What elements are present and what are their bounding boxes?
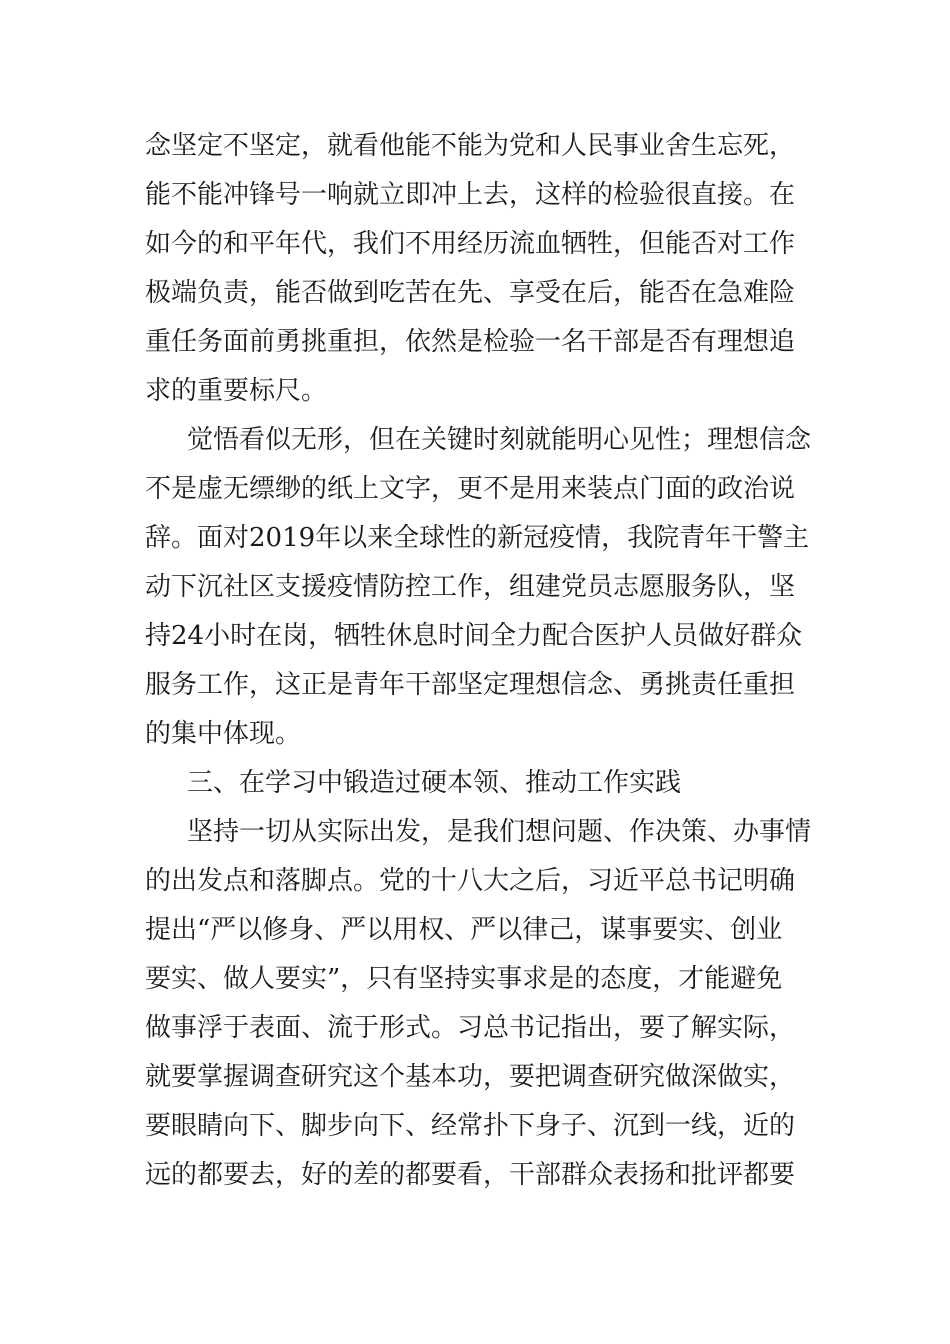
text-line: 重任务面前勇挑重担，依然是检验一名干部是否有理想追 [145, 327, 796, 357]
text-line: 的出发点和落脚点。党的十八大之后，习近平总书记明确 [145, 866, 796, 896]
text-line: 远的都要去，好的差的都要看，干部群众表扬和批评都要 [145, 1160, 796, 1190]
text-line: 提出“严以修身、严以用权、严以律己，谋事要实、创业 [145, 915, 783, 945]
text-line: 动下沉社区支援疫情防控工作，组建党员志愿服务队，坚 [145, 572, 796, 602]
text-line: 不是虚无缥缈的纸上文字，更不是用来装点门面的政治说 [145, 474, 796, 504]
text-line: 服务工作，这正是青年干部坚定理想信念、勇挑责任重担 [145, 670, 796, 700]
section-heading [145, 759, 815, 808]
text-line: 觉悟看似无形，但在关键时刻就能明心见性；理想信念 [187, 425, 812, 455]
paragraph [145, 808, 815, 1200]
text-line: 坚持一切从实际出发，是我们想问题、作决策、办事情 [187, 817, 812, 847]
paragraph [145, 416, 815, 759]
text-line: 要眼睛向下、脚步向下、经常扑下身子、沉到一线，近的 [145, 1111, 796, 1141]
text-line: 做事浮于表面、流于形式。习总书记指出，要了解实际， [145, 1013, 796, 1043]
text-line: 如今的和平年代，我们不用经历流血牺牲，但能否对工作 [145, 229, 796, 259]
document-body [145, 122, 815, 1200]
paragraph [145, 122, 815, 416]
text-line: 辞。面对2019年以来全球性的新冠疫情，我院青年干警主 [145, 523, 810, 553]
text-line: 持24小时在岗，牺牲休息时间全力配合医护人员做好群众 [145, 621, 803, 651]
text-line: 念坚定不坚定，就看他能不能为党和人民事业舍生忘死， [145, 131, 796, 161]
heading-line: 三、在学习中锻造过硬本领、推动工作实践 [187, 768, 682, 798]
text-line: 求的重要标尺。 [145, 376, 328, 406]
text-line: 要实、做人要实”，只有坚持实事求是的态度，才能避免 [145, 964, 783, 994]
text-line: 能不能冲锋号一响就立即冲上去，这样的检验很直接。在 [145, 180, 796, 210]
text-line: 极端负责，能否做到吃苦在先、享受在后，能否在急难险 [145, 278, 796, 308]
text-line: 就要掌握调查研究这个基本功，要把调查研究做深做实， [145, 1062, 796, 1092]
text-line: 的集中体现。 [145, 719, 302, 749]
